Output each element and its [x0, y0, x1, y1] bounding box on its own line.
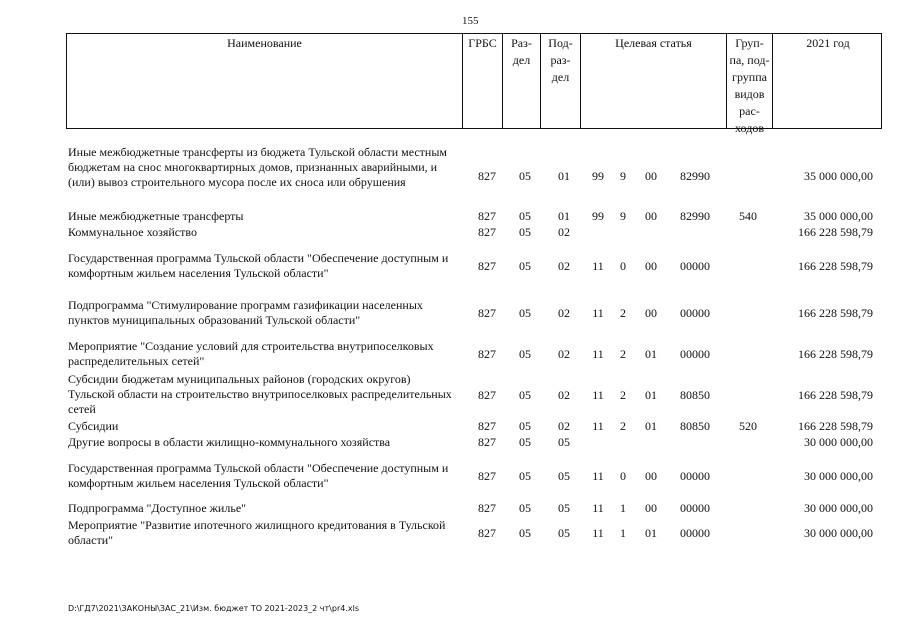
row-name: Другие вопросы в области жилищно-коммунального хозяйства [68, 435, 391, 449]
page-number: 155 [462, 15, 479, 27]
row-target-subprogram: 2 [620, 347, 626, 361]
row-podrazdel: 05 [558, 526, 570, 540]
row-sum: 166 228 598,79 [798, 259, 873, 273]
row-name: Коммунальное хозяйство [68, 225, 197, 239]
row-sum: 166 228 598,79 [798, 347, 873, 361]
row-razdel: 05 [519, 225, 531, 239]
row-name: Субсидии бюджетам муниципальных районов (городских округов) Тульской области на строительство внутрипоселковых распределительных сетей [68, 372, 452, 416]
row-razdel: 05 [519, 469, 531, 483]
row-expense-group: 540 [739, 209, 757, 223]
row-target-direction: 00000 [680, 501, 710, 515]
row-sum: 166 228 598,79 [798, 225, 873, 239]
row-razdel: 05 [519, 501, 531, 515]
row-target-program: 11 [592, 259, 604, 273]
header-celevaya: Целевая статья [581, 34, 727, 128]
row-sum: 30 000 000,00 [804, 526, 873, 540]
row-grbs: 827 [478, 225, 496, 239]
row-target-program: 99 [592, 169, 604, 183]
header-grbs: ГРБС [463, 34, 503, 128]
row-target-event: 00 [645, 169, 657, 183]
row-target-subprogram: 2 [620, 388, 626, 402]
row-podrazdel: 05 [558, 501, 570, 515]
row-name: Мероприятие "Создание условий для строительства внутрипоселковых распределительных сетей" [68, 339, 434, 368]
row-target-direction: 00000 [680, 306, 710, 320]
row-razdel: 05 [519, 259, 531, 273]
row-target-event: 00 [645, 469, 657, 483]
row-sum: 30 000 000,00 [804, 435, 873, 449]
row-grbs: 827 [478, 419, 496, 433]
row-grbs: 827 [478, 526, 496, 540]
row-sum: 30 000 000,00 [804, 501, 873, 515]
row-target-program: 11 [592, 469, 604, 483]
row-name: Мероприятие "Развитие ипотечного жилищного кредитования в Тульской области" [68, 518, 446, 547]
row-expense-group: 520 [739, 419, 757, 433]
row-target-event: 01 [645, 419, 657, 433]
row-target-subprogram: 0 [620, 469, 626, 483]
row-sum: 166 228 598,79 [798, 388, 873, 402]
row-grbs: 827 [478, 347, 496, 361]
row-target-direction: 00000 [680, 259, 710, 273]
row-name: Государственная программа Тульской области "Обеспечение доступным и комфортным жильем населения Тульской области" [68, 461, 449, 490]
row-podrazdel: 02 [558, 419, 570, 433]
row-razdel: 05 [519, 209, 531, 223]
row-sum: 166 228 598,79 [798, 306, 873, 320]
row-razdel: 05 [519, 347, 531, 361]
row-target-direction: 00000 [680, 526, 710, 540]
row-sum: 166 228 598,79 [798, 419, 873, 433]
row-target-program: 11 [592, 388, 604, 402]
row-target-subprogram: 2 [620, 306, 626, 320]
row-sum: 35 000 000,00 [804, 209, 873, 223]
row-target-program: 11 [592, 419, 604, 433]
row-grbs: 827 [478, 169, 496, 183]
row-target-event: 01 [645, 526, 657, 540]
row-name: Субсидии [68, 419, 119, 433]
row-sum: 35 000 000,00 [804, 169, 873, 183]
row-podrazdel: 05 [558, 469, 570, 483]
row-podrazdel: 02 [558, 306, 570, 320]
row-grbs: 827 [478, 259, 496, 273]
row-podrazdel: 02 [558, 388, 570, 402]
row-target-subprogram: 2 [620, 419, 626, 433]
row-razdel: 05 [519, 169, 531, 183]
file-path-footer: D:\ГД7\2021\ЗАКОНЫ\ЗАС_21\Изм. бюджет ТО 2021-2023_2 чт\pr4.xls [68, 604, 359, 613]
row-target-subprogram: 1 [620, 501, 626, 515]
row-target-subprogram: 9 [620, 209, 626, 223]
row-target-event: 01 [645, 347, 657, 361]
row-razdel: 05 [519, 435, 531, 449]
row-name: Подпрограмма "Доступное жилье" [68, 501, 247, 515]
row-razdel: 05 [519, 388, 531, 402]
header-gruppa: Груп- па, под- группа видов рас- ходов [727, 34, 773, 128]
row-grbs: 827 [478, 435, 496, 449]
row-podrazdel: 02 [558, 347, 570, 361]
table-header [66, 33, 882, 135]
header-podrazdel: Под- раз- дел [541, 34, 581, 128]
row-target-subprogram: 1 [620, 526, 626, 540]
row-target-program: 11 [592, 306, 604, 320]
row-razdel: 05 [519, 306, 531, 320]
row-grbs: 827 [478, 209, 496, 223]
row-podrazdel: 05 [558, 435, 570, 449]
row-target-direction: 80850 [680, 419, 710, 433]
row-grbs: 827 [478, 469, 496, 483]
row-target-event: 01 [645, 388, 657, 402]
row-grbs: 827 [478, 501, 496, 515]
row-target-event: 00 [645, 501, 657, 515]
row-target-direction: 00000 [680, 469, 710, 483]
header-razdel: Раз- дел [503, 34, 541, 128]
row-target-event: 00 [645, 306, 657, 320]
header-name: Наименование [67, 34, 463, 128]
row-name: Иные межбюджетные трансферты из бюджета Тульской области местным бюджетам на снос многоквартирных домов, признанных аварийными, и (или) вывоз строительного мусора после их сноса или обрушения [68, 145, 447, 189]
row-target-direction: 82990 [680, 209, 710, 223]
row-target-program: 11 [592, 347, 604, 361]
row-target-subprogram: 9 [620, 169, 626, 183]
row-target-program: 11 [592, 526, 604, 540]
row-podrazdel: 01 [558, 169, 570, 183]
row-name: Государственная программа Тульской области "Обеспечение доступным и комфортным жильем населения Тульской области" [68, 251, 449, 280]
row-name: Подпрограмма "Стимулирование программ газификации населенных пунктов муниципальных образований Тульской области" [68, 298, 423, 327]
row-podrazdel: 02 [558, 259, 570, 273]
row-target-event: 00 [645, 259, 657, 273]
row-grbs: 827 [478, 306, 496, 320]
row-sum: 30 000 000,00 [804, 469, 873, 483]
row-razdel: 05 [519, 526, 531, 540]
row-razdel: 05 [519, 419, 531, 433]
row-target-program: 99 [592, 209, 604, 223]
row-target-direction: 80850 [680, 388, 710, 402]
row-target-direction: 82990 [680, 169, 710, 183]
row-target-direction: 00000 [680, 347, 710, 361]
header-year: 2021 год [806, 36, 850, 50]
row-name: Иные межбюджетные трансферты [68, 209, 244, 223]
row-target-program: 11 [592, 501, 604, 515]
row-grbs: 827 [478, 388, 496, 402]
row-podrazdel: 02 [558, 225, 570, 239]
row-target-event: 00 [645, 209, 657, 223]
row-target-subprogram: 0 [620, 259, 626, 273]
row-podrazdel: 01 [558, 209, 570, 223]
